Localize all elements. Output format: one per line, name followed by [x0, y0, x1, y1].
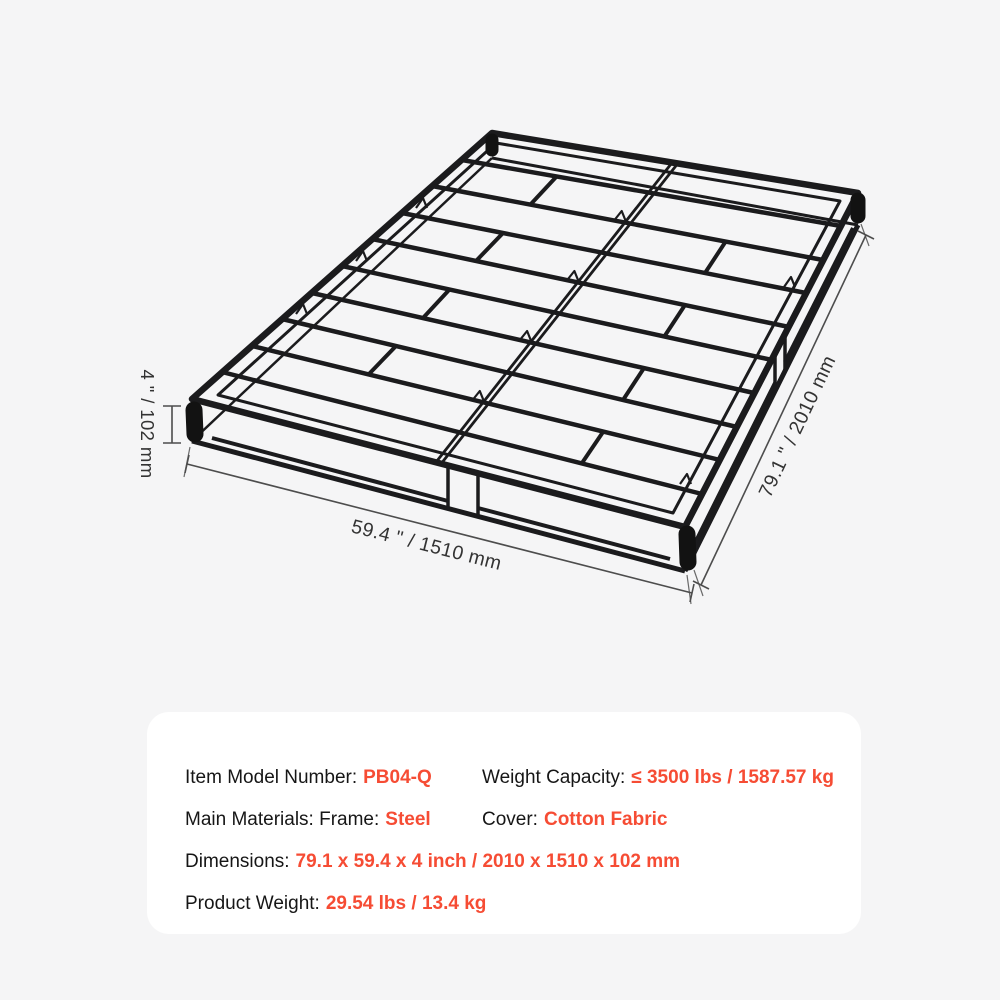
frame-bottom-edges: [192, 158, 858, 571]
spec-model-number-value: PB04-Q: [363, 767, 432, 788]
spec-weight-capacity-value: ≤ 3500 lbs / 1587.57 kg: [631, 767, 834, 788]
spec-cover-material-label: Cover:: [482, 809, 538, 830]
spec-product-weight: [185, 893, 486, 915]
spec-product-weight-label: Product Weight:: [185, 893, 320, 914]
spec-cover-material: [482, 809, 667, 831]
height-dimension-label: 4 " / 102 mm: [137, 369, 158, 479]
spec-weight-capacity-label: Weight Capacity:: [482, 767, 626, 788]
spec-cover-material-value: Cotton Fabric: [543, 809, 668, 830]
spec-dimensions-value: 79.1 x 59.4 x 4 inch / 2010 x 1510 x 102 mm: [295, 851, 681, 872]
width-dimension-label: 59.4 " / 1510 mm: [349, 515, 504, 575]
spec-model-number: [185, 767, 432, 789]
spec-frame-material-label: Main Materials: Frame:: [185, 809, 380, 830]
spec-dimensions-label: Dimensions:: [185, 851, 290, 872]
spec-product-weight-value: 29.54 lbs / 13.4 kg: [325, 893, 487, 914]
spec-dimensions: [185, 851, 680, 873]
spec-frame-material-value: Steel: [385, 809, 431, 830]
dimension-length: [693, 224, 874, 596]
spec-model-number-label: Item Model Number:: [185, 767, 358, 788]
dimension-height: [137, 369, 181, 478]
spec-panel: [147, 712, 861, 934]
spec-frame-material: [185, 809, 431, 831]
length-dimension-label: 79.1 " / 2010 mm: [754, 352, 841, 501]
spec-weight-capacity: [482, 767, 834, 789]
